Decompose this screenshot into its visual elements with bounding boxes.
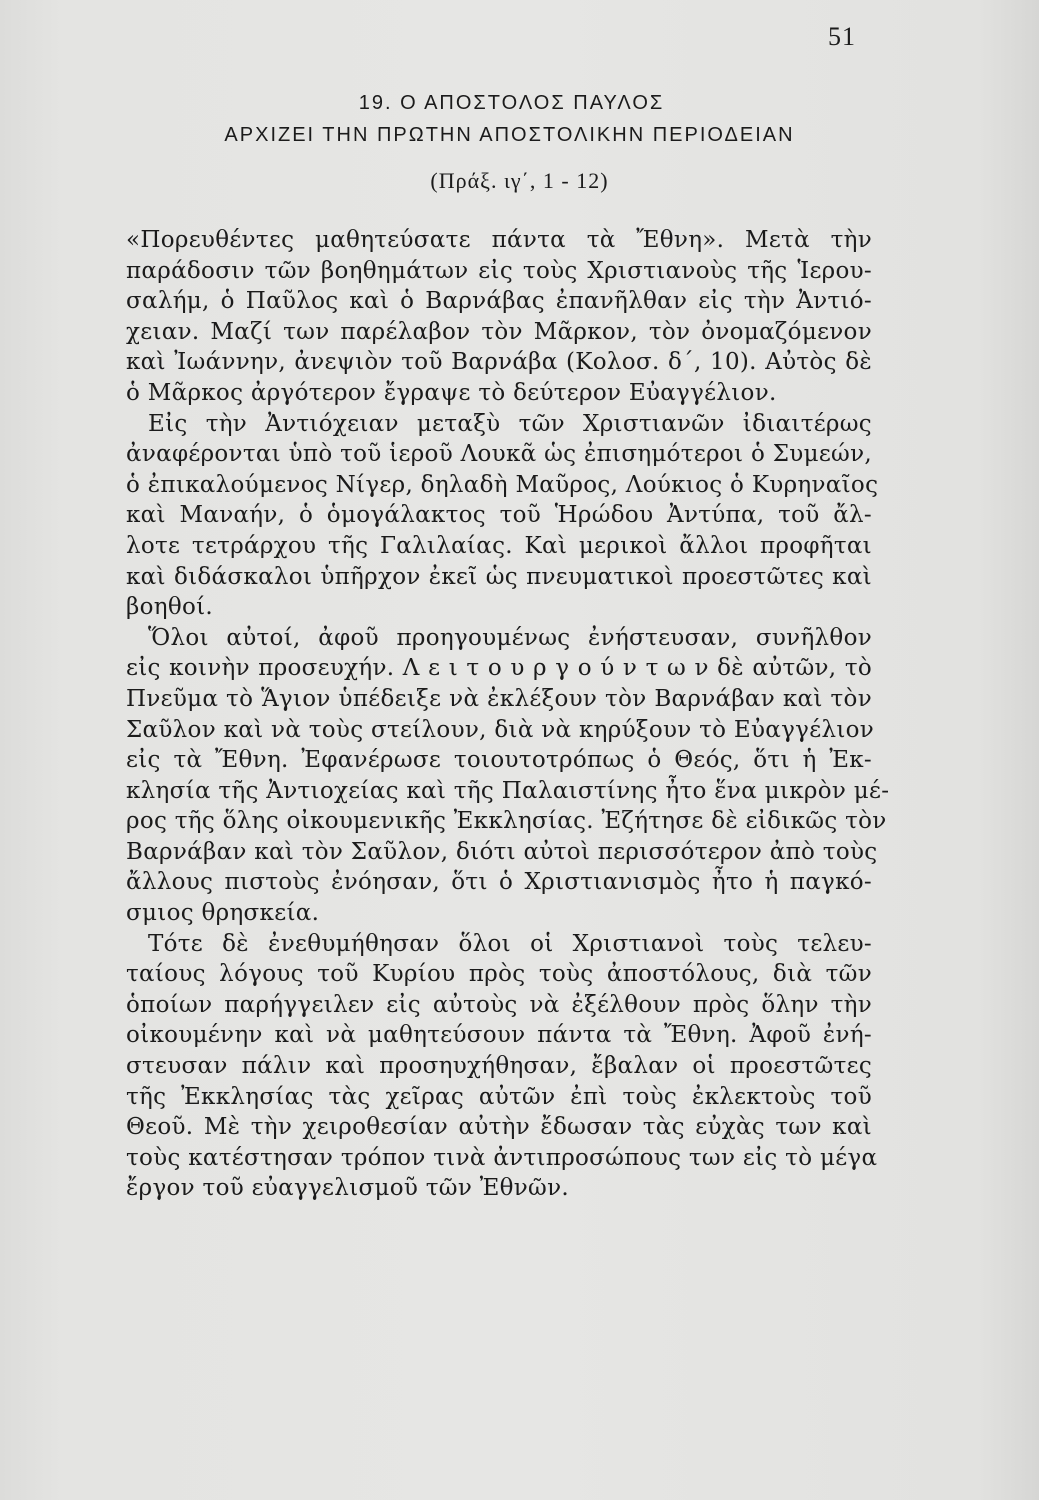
text-line: Τότε δὲ ἐνεθυμήθησαν ὅλοι οἱ Χριστιανοὶ τοὺς τελευ- <box>148 930 872 957</box>
text-line: ἄλλους πιστοὺς ἐνόησαν, ὅτι ὁ Χριστιανισμὸς ἦτο ἡ παγκό- <box>126 869 872 896</box>
text-line: ὁποίων παρήγγειλεν εἰς αὐτοὺς νὰ ἐξέλθουν πρὸς ὅλην τὴν <box>126 991 872 1018</box>
text-line: κλησία τῆς Ἀντιοχείας καὶ τῆς Παλαιστίνης ἦτο ἕνα μικρὸν μέ- <box>126 777 890 804</box>
text-line: Πνεῦμα τὸ Ἅγιον ὑπέδειξε νὰ ἐκλέξουν τὸν Βαρνάβαν καὶ τὸν <box>126 685 872 712</box>
text-line: χειαν. Μαζί των παρέλαβον τὸν Μᾶρκον, τὸν ὀνομαζόμενον <box>126 318 872 345</box>
scripture-reference: (Πράξ. ιγ΄, 1 - 12) <box>430 168 609 193</box>
text-line: ἀναφέρονται ὑπὸ τοῦ ἱεροῦ Λουκᾶ ὡς ἐπισημότεροι ὁ Συμεών, <box>126 441 872 468</box>
text-line: εἰς κοινὴν προσευχήν. Λ ε ι τ ο υ ρ γ ο ύ ν τ ω ν δὲ αὐτῶν, τὸ <box>126 655 872 682</box>
text-line: ταίους λόγους τοῦ Κυρίου πρὸς τοὺς ἀποστόλους, διὰ τῶν <box>126 961 872 988</box>
text-line: Σαῦλον καὶ νὰ τοὺς στείλουν, διὰ νὰ κηρύξουν τὸ Εὐαγγέλιον <box>126 716 875 743</box>
text-line: Βαρνάβαν καὶ τὸν Σαῦλον, διότι αὐτοὶ περισσότερον ἀπὸ τοὺς <box>126 838 878 865</box>
text-line: στευσαν πάλιν καὶ προσηυχήθησαν, ἔβαλαν οἱ προεστῶτες <box>126 1053 872 1080</box>
text-line: καὶ Μαναήν, ὁ ὁμογάλακτος τοῦ Ἡρώδου Ἀντύπα, τοῦ ἄλ- <box>126 502 872 529</box>
text-line: Θεοῦ. Μὲ τὴν χειροθεσίαν αὐτὴν ἔδωσαν τὰς εὐχὰς των καὶ <box>126 1114 872 1141</box>
text-line: ὁ ἐπικαλούμενος Νίγερ, δηλαδὴ Μαῦρος, Λούκιος ὁ Κυρηναῖος <box>126 471 879 498</box>
text-line: βοηθοί. <box>126 594 214 621</box>
text-line: καὶ διδάσκαλοι ὑπῆρχον ἐκεῖ ὡς πνευματικοὶ προεστῶτες καὶ <box>126 563 872 590</box>
text-line: ρος τῆς ὅλης οἰκουμενικῆς Ἐκκλησίας. Ἐζήτησε δὲ εἰδικῶς τὸν <box>126 808 887 835</box>
text-line: οἰκουμένην καὶ νὰ μαθητεύσουν πάντα τὰ Ἔθνη. Ἀφοῦ ἐνή- <box>126 1022 872 1049</box>
text-line: εἰς τὰ Ἔθνη. Ἐφανέρωσε τοιουτοτρόπως ὁ Θεός, ὅτι ἡ Ἐκ- <box>126 747 872 774</box>
text-line: λοτε τετράρχου τῆς Γαλιλαίας. Καὶ μερικοὶ ἄλλοι προφῆται <box>126 532 872 559</box>
chapter-title: 19. Ο ΑΠΟΣΤΟΛΟΣ ΠΑΥΛΟΣ <box>358 92 665 114</box>
text-line: ἔργον τοῦ εὐαγγελισμοῦ τῶν Ἐθνῶν. <box>126 1175 570 1202</box>
chapter-subtitle: ΑΡΧΙΖΕΙ ΤΗΝ ΠΡΩΤΗΝ ΑΠΟΣΤΟΛΙΚΗΝ ΠΕΡΙΟΔΕΙΑΝ <box>224 124 795 146</box>
page-number: 51 <box>828 22 856 51</box>
text-line: σαλήμ, ὁ Παῦλος καὶ ὁ Βαρνάβας ἐπανῆλθαν εἰς τὴν Ἀντιό- <box>126 288 872 315</box>
text-line: παράδοσιν τῶν βοηθημάτων εἰς τοὺς Χριστιανοὺς τῆς Ἱερου- <box>126 257 872 284</box>
text-line: Ὅλοι αὐτοί, ἀφοῦ προηγουμένως ἐνήστευσαν, συνῆλθον <box>148 624 872 651</box>
text-line: ὁ Μᾶρκος ἀργότερον ἔγραψε τὸ δεύτερον Εὐαγγέλιον. <box>126 379 777 406</box>
text-line: σμιος θρησκεία. <box>126 900 320 927</box>
text-line: «Πορευθέντες μαθητεύσατε πάντα τὰ Ἔθνη». Μετὰ τὴν <box>126 227 872 253</box>
text-line: καὶ Ἰωάννην, ἀνεψιὸν τοῦ Βαρνάβα (Κολοσ. δ΄, 10). Αὐτὸς δὲ <box>126 349 872 376</box>
body-text <box>126 225 890 1204</box>
text-line: τοὺς κατέστησαν τρόπον τινὰ ἀντιπροσώπους των εἰς τὸ μέγα <box>126 1144 878 1171</box>
text-line: Εἰς τὴν Ἀντιόχειαν μεταξὺ τῶν Χριστιανῶν ἰδιαιτέρως <box>148 410 872 437</box>
text-line: τῆς Ἐκκλησίας τὰς χεῖρας αὐτῶν ἐπὶ τοὺς ἐκλεκτοὺς τοῦ <box>126 1083 872 1110</box>
